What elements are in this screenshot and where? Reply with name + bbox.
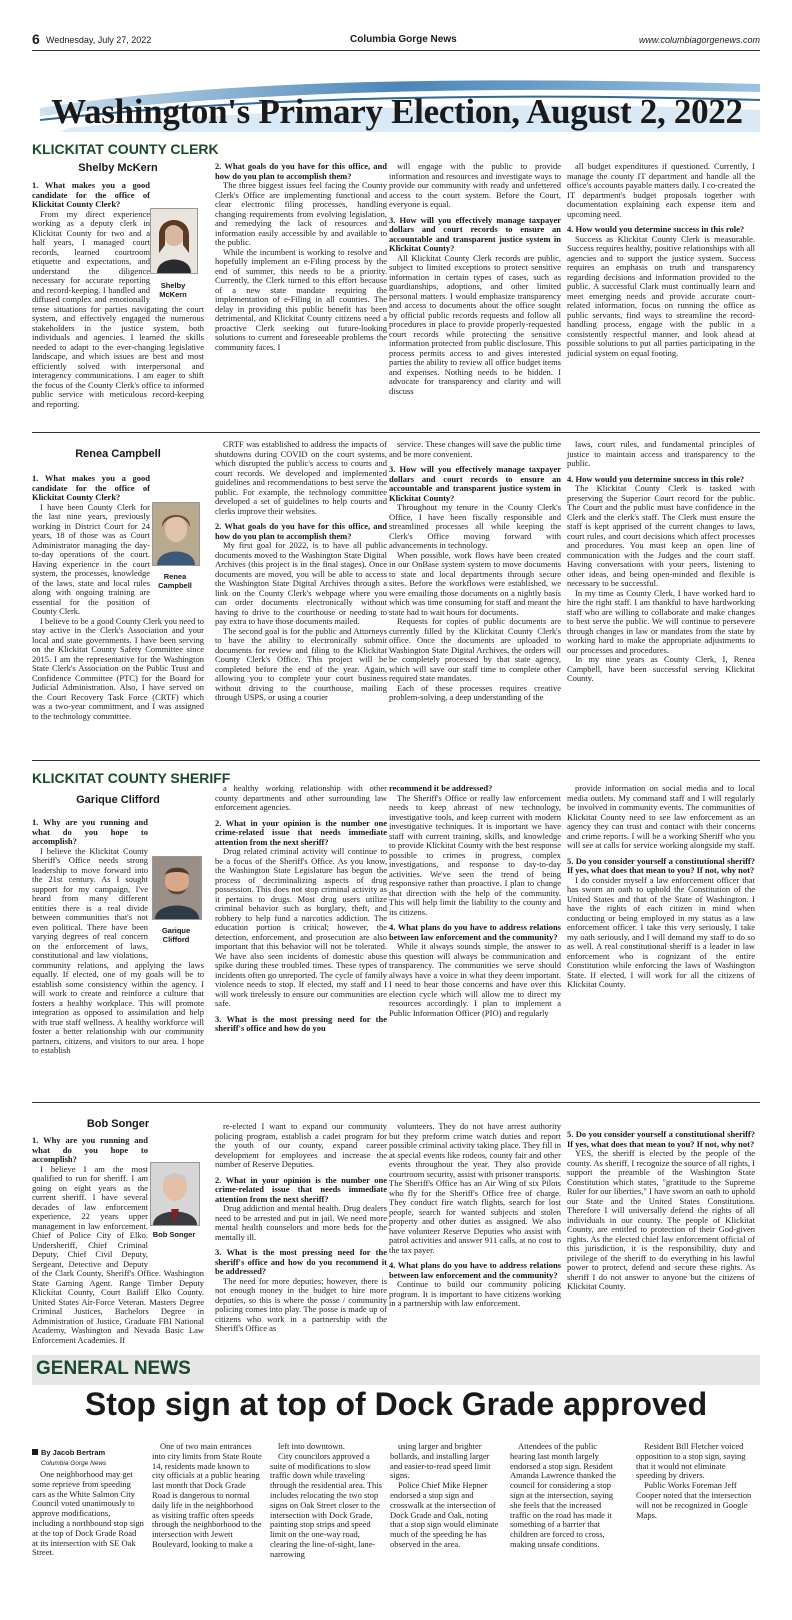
answer-paragraph: The second goal is for the public and Attorneys to have the ability to electronically submit documents for review and filing to the Klickitat County Clerk's Office. This project will be completed before the end of the year. Again, allowing you to complete your court business without driving to the courthouse, mailing through USPS, or using a courier xyxy=(215,625,387,702)
answer-paragraph: I believe to be a good County Clerk you need to stay active in the Clerk's Association and your local and state governments. I have been serving on the Klickitat County Safety Committee since 2015. I am the representative for the Washington State Clerk's Association on the Public Trust and Confidence Committee (PTC) for the Board for Judicial Administration. Also, I have served on the Court Recovery Task Force (CRTF) which was a two-year commitment, and I was assigned to the technology committee. xyxy=(32,615,204,721)
answer-paragraph: re-elected I want to expand our community policing program, establish a cadet program for the youth of our county, expand career development for employees and increase the number of Reserve Deputies. xyxy=(215,1121,387,1169)
answer-paragraph: The need for more deputies; however, there is not enough money in the budget to hire more deputies, so this is where the posse / community policing comes into play. The posse is made up of citizens who work in a partnership with the Sheriff's Office as xyxy=(215,1275,387,1333)
answer-paragraph: I do consider myself a law enforcement officer that has sworn an oath to uphold the Constitution of the United States and that of the State of Washington. I have the rights of each citizen in mind when conducting or being employed in my status as a law enforcement officer. I take this very seriously, I take my oath seriously, and I will demand my staff to do so as well. A real constitutional sheriff is a leader in law enforcement who is cognizant of the entire Constitution while enforcing the laws of Washington State. If elected, I will work for all the citizens of Klickitat County. xyxy=(567,874,755,989)
byline-bullet-icon xyxy=(32,1449,38,1455)
answer-paragraph: The Klickitat County Clerk is tasked with preserving the Superior Court record for the public. The Court and the public must have confidence in the Clerk and the clerk's staff. The Clerk must ensure the staff is kept apprised of the current changes to laws, court rules, and court decisions which affect processes and procedures. You must keep an open line of communication with the Judges and the court staff. Having conversations with your peers, listening to other ideas, and being open-minded and flexible is necessary to be successful. xyxy=(567,483,755,588)
paper-name: Columbia Gorge News xyxy=(350,34,457,45)
question-text: 1. Why are you running and what do you hope to accomplish? xyxy=(32,1135,148,1164)
answer-paragraph: a healthy working relationship with other county departments and other surrounding law enforcement agencies. xyxy=(215,783,387,812)
news-paragraph: left into downtown. xyxy=(278,1441,345,1451)
answer-paragraph: The three biggest issues feel facing the County Clerk's Office are implementing functional and clear electronic filing processes, handling changing requirements from evolving legislation, and remedying the lack of resources and information easily accessible by and available to the public. xyxy=(215,180,387,247)
sheriff-section-label: KLICKITAT COUNTY SHERIFF xyxy=(32,770,231,786)
answer-paragraph: I have been County Clerk for the last nine years, previously working in District Court for 24 years, 18 of those was as Court Administrator managing the day-to-day operations of the court. Having experience in the court system, the processes, knowledge of the laws, state and local rules along with ongoing training are essential for the position of County Clerk. xyxy=(32,501,150,616)
election-headline: Washington's Primary Election, August 2, 2022 xyxy=(51,92,743,131)
answer-paragraph: My first goal for 2022, is to have all public documents moved to the Washington State Digital Archives (this project is in the final stages). Once documents are moved, you will be able to access the Washington State Digital Archives through a link on the County Clerk's webpage where you can order documents electronically without having to drive to the courthouse or needing to pay extra to have those documents mailed. xyxy=(215,540,387,626)
question-text: 4. How would you determine success in this role? xyxy=(567,473,745,484)
question-text: 2. What in your opinion is the number one crime-related issue that needs immediate attention from the next sheriff? xyxy=(215,817,387,847)
answer-paragraph: While the incumbent is working to resolve and hopefully implement an e-Filing process by the end of summer, this needs to be a priority. Currently, the Clerk turned to this effort because of a new state mandate requiring the implementation of e-Filing in all counties. The delay in providing this public benefit has been detrimental, and Klickitat County citizens need a proactive Clerk seeking out future-looking solutions to current and foreseeable problems the community faces. I xyxy=(215,246,387,352)
news-paragraph: One neighborhood may get some reprieve from speeding cars as the White Salmon City Council voted unanimously to approve modifications, including a northbound stop sign at the top of Dock Grade Road at its intersection with SE Oak Street. xyxy=(32,1469,144,1558)
clifford-column-2 xyxy=(215,784,387,1034)
news-column-5 xyxy=(510,1442,622,1550)
news-paragraph: City councilors approved a suite of modifications to slow traffic down while traveling through the residential area. This includes relocating the two stop signs on Oak Street closer to the intersection with Dock Grade, painting stop strips and speed limit on the one-way road, clearing the line-of-sight, lane-narrowing xyxy=(270,1450,382,1559)
question-text: 3. How will you effectively manage taxpayer dollars and court records to ensure an accountable and transparent justice system in Klickitat County? xyxy=(389,464,561,503)
issue-date: Wednesday, July 27, 2022 xyxy=(46,35,152,45)
mckern-column-2 xyxy=(215,162,387,352)
answer-paragraph: In my time as County Clerk, I have worked hard to hire the right staff. I am thankful to have hardworking staff who are willing to collaborate and make changes to best serve the public. We will continue to persevere through changes in law or mandates from the state by working hard to make the appropriate adjustments to our processes and procedures. xyxy=(567,587,755,655)
answer-paragraph: CRTF was established to address the impacts of shutdowns during COVID on the court systems, which disrupted the public's access to courts and court records. We developed and implemented guidelines and recommendations to best serve the public. For example, the technology committee developed a set of guidelines to help courts and clerks improve their websites. xyxy=(215,439,387,516)
candidate-name-campbell: Renea Campbell xyxy=(75,448,161,460)
news-column-3 xyxy=(270,1442,382,1560)
news-column-1 xyxy=(32,1470,144,1558)
candidate-name-clifford: Garique Clifford xyxy=(76,794,160,806)
campbell-column-3 xyxy=(389,440,561,703)
clifford-column-4 xyxy=(567,784,755,990)
answer-paragraph: Drug addiction and mental health. Drug dealers need to be arrested and put in jail. We need more mental health counselors and more beds for the mentally ill. xyxy=(215,1203,387,1242)
news-paragraph: One of two main entrances into city limits from State Route 14, residents made known to city officials at a public hearing last month that Dock Grade Road is dangerous to normal daily life in the neighborhood as visiting traffic often speeds through the neighborhood to the intersection with Jewett Boulevard, looking to make a xyxy=(152,1441,262,1549)
campbell-column-2 xyxy=(215,440,387,703)
answer-paragraph: laws, court rules, and fundamental principles of justice to maintain access and transparency to the public. xyxy=(567,439,755,468)
caption-clifford: Garique Clifford xyxy=(161,926,191,944)
divider-1 xyxy=(32,432,760,433)
news-paragraph: Attendees of the public hearing last month largely endorsed a stop sign. Resident Amanda Lawrence thanked the council for considering a stop sign at the intersection, saying she feels that the increased traffic on the road has made it something of a barrier that children are forced to cross, making unsafe conditions. xyxy=(510,1441,616,1549)
answer-paragraph: While it always sounds simple, the answer to this question will always be communication and transparency. The communities we serve should always have a voice in what they deem important. I need to hear those concerns and have over this election cycle which will allow me to direct my resources accordingly. I plan to implement a Public Information Officer (PIO) and regularly xyxy=(389,941,561,1018)
clerk-section-label: KLICKITAT COUNTY CLERK xyxy=(32,141,219,157)
answer-paragraph: I believe the Klickitat County Sheriff's Office needs strong leadership to move forward into the 21st century. As I sought support for my campaign, I've heard from many different entities there is a real divide between communities that's not even political. There have been varying degrees of real concern on the enforcement of laws, constitutional and law violations, community relations, and applying the laws equally. If elected, one of my goals will be to establish some consistency within the agency. I will work to create and reinforce a culture that fosters a healthy workplace. This will promote integration as opposed to assimilation and help with true staff wellness. A healthy workforce will foster a better relationship with our community partners, citizens, and visitors to our area. I hope to establish xyxy=(32,845,204,1055)
question-text: 2. What goals do you have for this office, and how do you plan to accomplish them? xyxy=(215,521,387,541)
answer-paragraph: provide information on social media and to local media outlets. My command staff and I will regularly be involved in community events. The communities of Klickitat County need to see law enforcement as an agency they can trust and contact with their concerns and crime reports. I will be a working Sheriff who you will see at calls for service working alongside my staff. xyxy=(567,783,755,850)
answer-paragraph: will engage with the public to provide information and resources and investigate ways to provide our community with ready and unfettered access to the court system. Before the Court, everyone is equal. xyxy=(389,161,561,209)
answer-paragraph: When possible, work flows have been created in our OnBase system system to move documents to state and local departments through secure sites. Before the workflows were established, we were emailing those documents on a nightly basis which was time consuming for staff and meant the state had to wait hours for documents. xyxy=(389,549,561,617)
news-paragraph: Police Chief Mike Hepner endorsed a stop sign and crosswalk at the intersection of Dock Grade and Oak, noting that a stop sign would eliminate much of the speeding he has observed in the area. xyxy=(390,1480,499,1549)
answer-paragraph: YES, the sheriff is elected by the people of the county. As sheriff, I recognize the source of all rights, I support the preamble of the Washington State Constitution which states, "gratitude to the Supreme Ruler for our liberties," I have sworn an oath to uphold our State and the United States Constitutions. Therefore I will universally defend the rights of all individuals in our county. The people of Klickitat County, are entitled to protection of their God-given rights. As the elected chief law enforcement official of this jurisdiction, it is the responsibility, duty and privilege of the sheriff to do everything in his lawful power to protect, defend and secure these rights. As sheriff I do not answer to anyone but the citizens of Klickitat County. xyxy=(567,1148,755,1291)
question-text: 2. What goals do you have for this office, and how do you plan to accomplish them? xyxy=(215,161,387,181)
caption-songer: Bob Songer xyxy=(152,1230,196,1239)
question-text: 4. How would you determine success in this role? xyxy=(567,224,745,234)
news-paragraph: Public Works Foreman Jeff Cooper noted that the intersection will not be recognized in Google Maps. xyxy=(636,1480,752,1520)
candidate-photo-songer xyxy=(150,1162,200,1226)
answer-paragraph: Drug related criminal activity will continue to be a focus of the Sheriff's Office. As you know, the Washington State Legislature has begun the process of decriminalizing aspects of drug possession. This does not stop criminal activity as it pertains to drugs. Most drug users utilize criminal behavior such as burglary, theft, and robbery to help fund a narcotics addiction. The education portion is critical; however, the detection, enforcement, and prosecution are also important that this behavior will not be tolerated. We have also seen incidents of domestic abuse spike during these troubled times. These types of incidents often go unreported. The cycle of family violence needs to stop. If elected, my staff and I will work tirelessly to ensure our communities are safe. xyxy=(215,846,387,1008)
question-text: 4. What plans do you have to address relations between law enforcement and the community? xyxy=(389,922,561,942)
candidate-photo-campbell xyxy=(152,502,200,566)
caption-campbell: Renea Campbell xyxy=(158,572,192,590)
question-text: 2. What in your opinion is the number one crime-related issue that needs immediate attention from the next sheriff? xyxy=(215,1174,387,1204)
answer-paragraph: The Sheriff's Office or really law enforcement needs to keep abreast of new technology, investigative tools, and keep current with modern investigative techniques. It is important we have staff with current training, skills, and knowledge to provide Klickitat County with the best response possible to crimes in progress, complex investigations, and response to day-to-day activities. We've seen the trend of being responsive rather than proactive. I plan to change that direction with the help of the community. This will help limit the liability to the county and its citizens. xyxy=(389,792,561,917)
news-column-2 xyxy=(152,1442,262,1550)
divider-2 xyxy=(32,760,760,761)
question-text: 3. What is the most pressing need for the sheriff's office and how do you xyxy=(215,1013,387,1033)
caption-mckern: Shelby McKern xyxy=(159,281,187,299)
answer-paragraph: I believe I am the most qualified to run for sheriff. I am going on eight years as the current sheriff. I have several decades of law enforcement experience, 22 years upper management in law enforcement. Chief of Police City of Elko. Undersheriff, Chief Criminal Deputy, Chief Civil Deputy, Sergeant, Detective and Deputy of the Clark County, Sheriff's Office. Washington State Gaming Agent. Range Timber Deputy Klickitat County, Court Bailiff Elko County. United States Air-Force Veteran. Masters Degree Criminal Justices, Bachelors Degree in Administration of Justice, Graduate FBI National Academy, Washington and Nevada Basic Law Enforcement Academies. If xyxy=(32,1163,204,1345)
question-text: recommend it be addressed? xyxy=(389,783,493,793)
header-rule xyxy=(32,50,760,51)
candidate-name-mckern: Shelby McKern xyxy=(78,162,158,174)
divider-3 xyxy=(32,1102,760,1103)
songer-column-2 xyxy=(215,1122,387,1334)
answer-paragraph: all budget expenditures if questioned. Currently, I manage the county IT department and handle all the office's accounts payable matters daily. I co-created the IT department's budget proposals together with documentation explaining each expense item and upcoming need. xyxy=(567,161,755,219)
news-column-4 xyxy=(390,1442,502,1550)
clifford-column-3 xyxy=(389,784,561,1018)
question-text: 3. What is the most pressing need for the sheriff's office and how do you recommend it be addressed? xyxy=(215,1247,387,1276)
candidate-photo-clifford xyxy=(152,856,202,920)
question-text: 5. Do you consider yourself a constitutional sheriff? If yes, what does that mean to you? If not, why not? xyxy=(567,1129,755,1149)
candidate-name-songer: Bob Songer xyxy=(86,1118,150,1130)
candidate-photo-mckern xyxy=(150,208,198,274)
answer-paragraph: service. These changes will save the public time and be more convenient. xyxy=(389,439,561,459)
answer-paragraph: All Klickitat County Clerk records are public, subject to limited exceptions to protect sensitive information in certain types of cases, such as guardianships, adoptions, and other limited personal matters. I would emphasize transparency and access to documents about the office sought by official public records requests and follow all procedures in place to provide properly-requested court records while protecting the sensitive information protected from public disclosure. This process permits access to and gives interested parties the ability to review all office budget items and expenses. Nothing needs to be hidden. I advocate for transparency and clarity and will discuss xyxy=(389,252,561,396)
songer-column-3 xyxy=(389,1122,561,1309)
question-text: 3. How will you effectively manage taxpayer dollars and court records to ensure an accountable and transparent justice system in Klickitat County? xyxy=(389,214,561,253)
question-text: 1. What makes you a good candidate for the office of Klickitat County Clerk? xyxy=(32,473,150,502)
news-column-6 xyxy=(636,1442,756,1520)
byline-author: By Jacob Bertram xyxy=(41,1448,106,1457)
mckern-column-3 xyxy=(389,162,561,396)
stop-sign-headline: Stop sign at top of Dock Grade approved xyxy=(84,1386,708,1422)
byline-block xyxy=(32,1442,142,1467)
mckern-column-4 xyxy=(567,162,755,358)
answer-paragraph: From my direct experience working as a deputy clerk in Klickitat County for two and a half years, I managed court records, learned courtroom etiquette and expectations, and understand the diligence necessary for accurate reporting and record-keeping. I handled and diffused complex and emotionally tense situations for parties navigating the court system, and effectively engaged the numerous stakeholders in the justice system, both individuals and agencies. I learned the skills needed to adapt to the ever-changing legislative landscape, and which issues are best and most efficiently solved with interpersonal and interagency communications. I am eager to shift the focus of the County Clerk's office to informed public service with meticulous record-keeping and reporting. xyxy=(32,208,204,409)
answer-paragraph: Requests for copies of public documents are currently filled by the Klickitat County Clerk's office. Once the documents are uploaded to Washington State Digital Archives, the orders will be completely processed by that state agency, which will save our staff time to complete other required state mandates. xyxy=(389,616,561,683)
question-text: 1. What makes you a good candidate for the office of Klickitat County Clerk? xyxy=(32,180,150,209)
answer-paragraph: Throughout my tenure in the County Clerk's Office, I have been fiscally responsible and streamlined processes all while keeping the Clerk's Office moving forward with advancements in technology. xyxy=(389,502,561,550)
answer-paragraph: In my nine years as County Clerk, I, Renea Campbell, have been successful serving Klickitat County. xyxy=(567,654,755,683)
page-number: 6 xyxy=(32,31,40,47)
answer-paragraph: Success as Klickitat County Clerk is measurable. Success requires healthy, positive relationships with all agencies and to support the justice system. Success requires an emphasis on truth and transparency regarding decisions and information provided to the public. A successful Clark must continually learn and meet emerging needs and provide accurate court-related information, focus on running the office as public servants, find ways to streamline the record-handling process, engage with the public in a consistently respectful manner, and look ahead at possible solutions to put all parties participating in the judicial system on equal footing. xyxy=(567,233,755,358)
question-text: 4. What plans do you have to address relations between law enforcement and the community? xyxy=(389,1260,561,1280)
answer-paragraph: Each of these processes requires creative problem-solving, a deep understanding of the xyxy=(389,682,561,702)
campbell-column-4 xyxy=(567,440,755,684)
paper-url: www.columbiagorgenews.com xyxy=(638,35,760,45)
general-news-label: GENERAL NEWS xyxy=(36,1358,191,1379)
question-text: 5. Do you consider yourself a constitutional sheriff? If yes, what does that mean to you? If not, why not? xyxy=(567,855,755,875)
byline-outlet: Columbia Gorge News xyxy=(41,1460,107,1467)
songer-column-4 xyxy=(567,1130,755,1292)
news-paragraph: using larger and brighter bollards, and installing larger and easier-to-read speed limit signs. xyxy=(390,1441,491,1481)
question-text: 1. Why are you running and what do you hope to accomplish? xyxy=(32,817,148,846)
answer-paragraph: Continue to build our community policing program. It is important to have citizens working in a partnership with law enforcement. xyxy=(389,1279,561,1308)
answer-paragraph: volunteers. They do not have arrest authority but they preform crime watch duties and report possible criminal activity taking place. They fill in at special events like rodeos, county fair and other events throughout the year. They also provide courtroom security, assist with prisoner transports. The Sheriff's Office has an Air Wing of six Pilots who fly for the Sheriff's Office free of charge. They conduct fire watch flights, search for lost people, search for wanted subjects and stolen property and other duties as assigned. We also have volunteer Reserve Deputies who assist with patrol activities and answer 911 calls, at no cost to the tax payer. xyxy=(389,1121,561,1255)
news-paragraph: Resident Bill Fletcher voiced opposition to a stop sign, saying that it would not eliminate speeding by drivers. xyxy=(636,1441,746,1481)
